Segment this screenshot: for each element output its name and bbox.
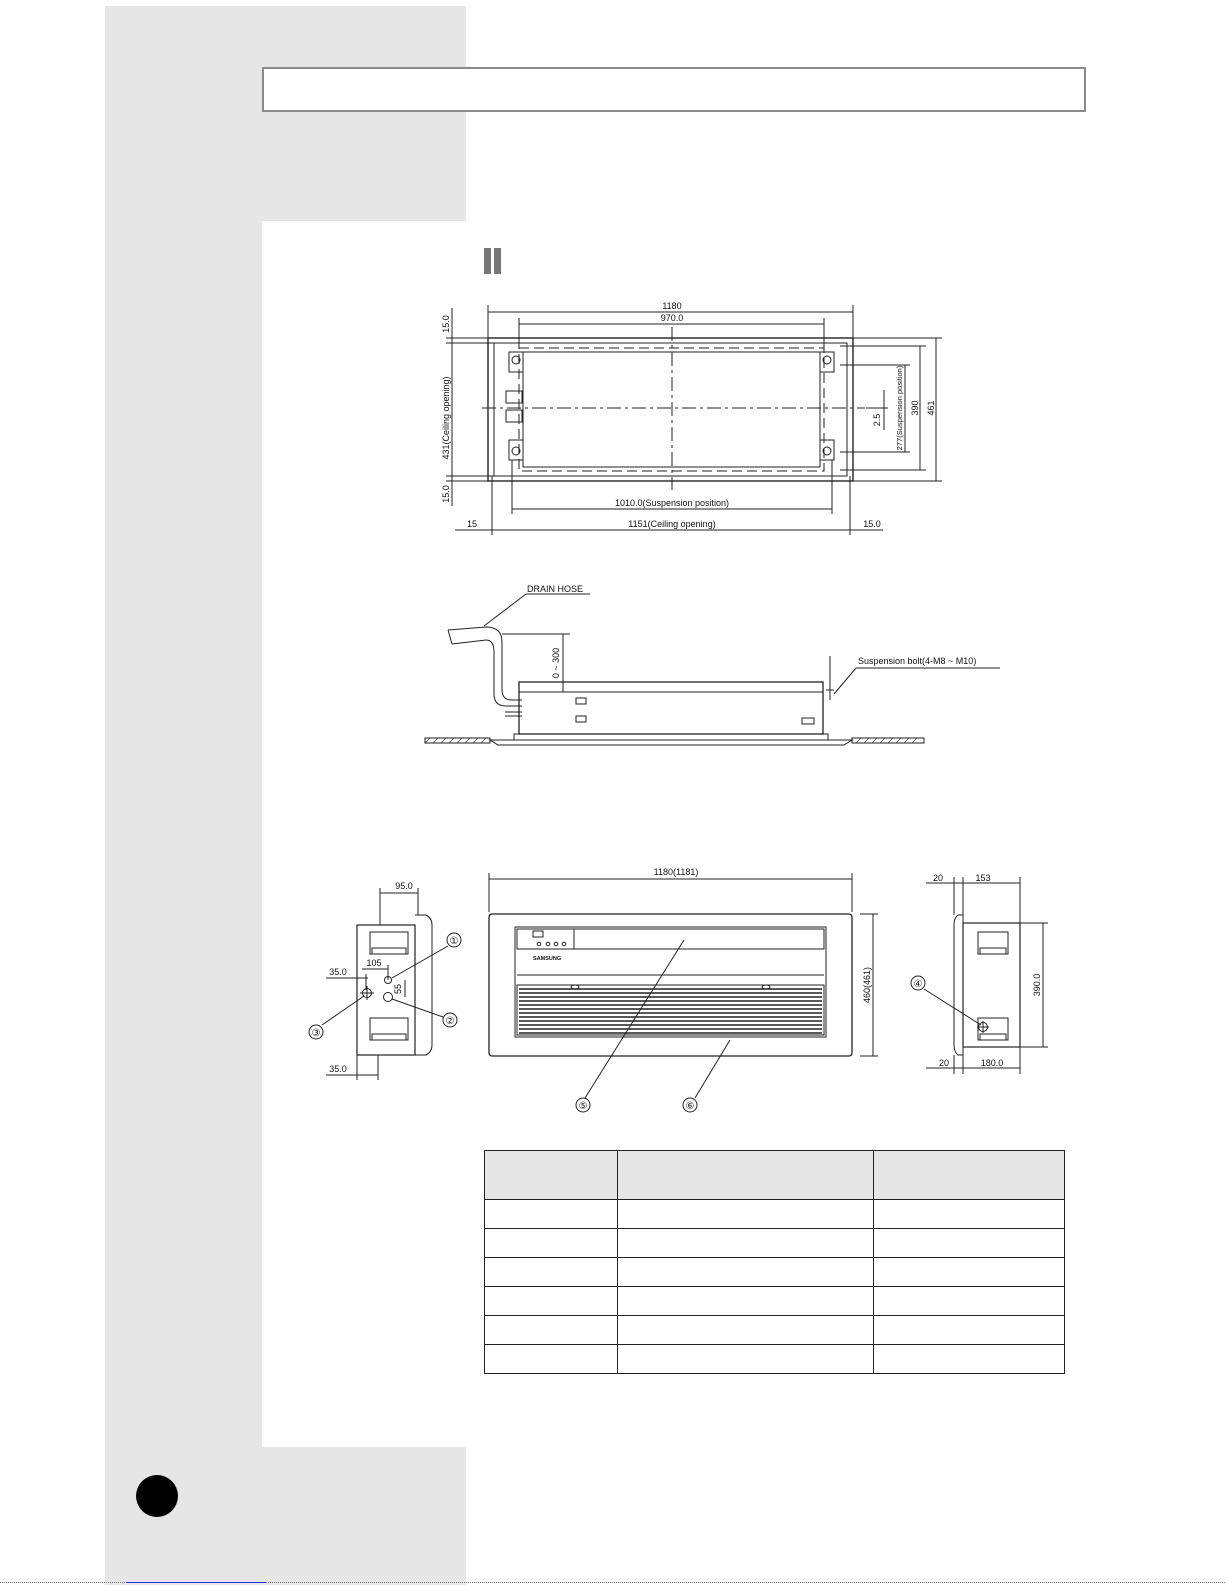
- table-cell: [874, 1229, 1065, 1258]
- dim-right-390: 390.0: [1032, 973, 1042, 997]
- dim-right-153: 153: [975, 873, 991, 883]
- table-cell: [485, 1345, 618, 1374]
- left-side-view-drawing: [305, 875, 465, 1085]
- parts-table: [484, 1150, 1065, 1374]
- table-header-cell: [485, 1151, 618, 1200]
- table-cell: [617, 1316, 874, 1345]
- suspension-bolt-label: Suspension bolt(4-M8 ~ M10): [858, 656, 977, 666]
- dim-margin-right: 15.0: [863, 519, 881, 529]
- dim-right-180: 180.0: [980, 1058, 1004, 1068]
- brand-logo: SAMSUNG: [533, 956, 562, 962]
- callout-5: ⑤: [578, 1101, 588, 1112]
- dim-drain-height: 0 ~ 300: [551, 647, 561, 679]
- bottom-link-underline: [126, 1582, 266, 1583]
- dim-width-inner: 970.0: [660, 313, 684, 323]
- table-cell: [485, 1229, 618, 1258]
- table-row: [485, 1287, 1065, 1316]
- dim-margin-left: 15: [466, 519, 478, 529]
- table-cell: [485, 1200, 618, 1229]
- dim-ceiling-opening-height: 431(Ceiling opening): [441, 376, 451, 460]
- table-row: [485, 1200, 1065, 1229]
- dim-ceiling-opening-width: 1151(Ceiling opening): [628, 519, 716, 529]
- table-row: [485, 1316, 1065, 1345]
- table-cell: [617, 1345, 874, 1374]
- table-cell: [874, 1345, 1065, 1374]
- table-header-row: [485, 1151, 1065, 1200]
- dim-left-35-top: 35.0: [329, 967, 347, 977]
- callout-2: ②: [445, 1016, 455, 1027]
- dim-margin-bottom: 15.0: [441, 485, 451, 503]
- table-cell: [874, 1316, 1065, 1345]
- callout-3: ③: [311, 1028, 321, 1039]
- dim-left-55: 55: [393, 983, 403, 995]
- table-cell: [617, 1200, 874, 1229]
- table-cell: [485, 1287, 618, 1316]
- dim-offset: 2.5: [872, 413, 882, 427]
- callout-6: ⑥: [685, 1101, 695, 1112]
- table-row: [485, 1229, 1065, 1258]
- drain-hose-label: DRAIN HOSE: [527, 584, 584, 594]
- side-view-drawing: [420, 580, 1010, 760]
- dim-margin-top: 15.0: [441, 315, 451, 333]
- table-row: [485, 1345, 1065, 1374]
- top-view-drawing: [430, 295, 950, 540]
- dim-height-461: 461: [926, 400, 936, 416]
- page-number-dot: [136, 1475, 178, 1517]
- page-margin-left: [105, 221, 262, 1447]
- table-cell: [485, 1258, 618, 1287]
- table-header-cell: [874, 1151, 1065, 1200]
- page-title-box: [262, 67, 1086, 112]
- section-marker-icon: [484, 248, 502, 274]
- dim-left-105: 105: [366, 958, 382, 968]
- table-cell: [874, 1258, 1065, 1287]
- table-cell: [485, 1316, 618, 1345]
- dim-suspension-position-height: 277(Suspension position): [895, 365, 904, 451]
- table-cell: [617, 1229, 874, 1258]
- table-row: [485, 1258, 1065, 1287]
- table-cell: [617, 1287, 874, 1316]
- dim-right-20-bottom: 20: [938, 1058, 950, 1068]
- dim-right-20-top: 20: [932, 873, 944, 883]
- table-cell: [874, 1200, 1065, 1229]
- front-view-drawing: [485, 865, 885, 1120]
- dim-front-height: 460(461): [862, 966, 872, 1004]
- table-cell: [617, 1258, 874, 1287]
- dim-front-width: 1180(1181): [653, 867, 699, 877]
- table-header-cell: [617, 1151, 874, 1200]
- table-cell: [874, 1287, 1065, 1316]
- dim-suspension-position-width: 1010.0(Suspension position): [614, 498, 730, 508]
- dim-left-35-bottom: 35.0: [329, 1064, 347, 1074]
- dim-left-95: 95.0: [395, 881, 413, 891]
- callout-4: ④: [913, 979, 923, 990]
- dim-height-390: 390: [910, 400, 920, 416]
- page-margin-top: [105, 6, 466, 221]
- right-side-view-drawing: [905, 870, 1055, 1075]
- dim-width-overall: 1180: [662, 301, 682, 311]
- callout-1: ①: [449, 936, 459, 947]
